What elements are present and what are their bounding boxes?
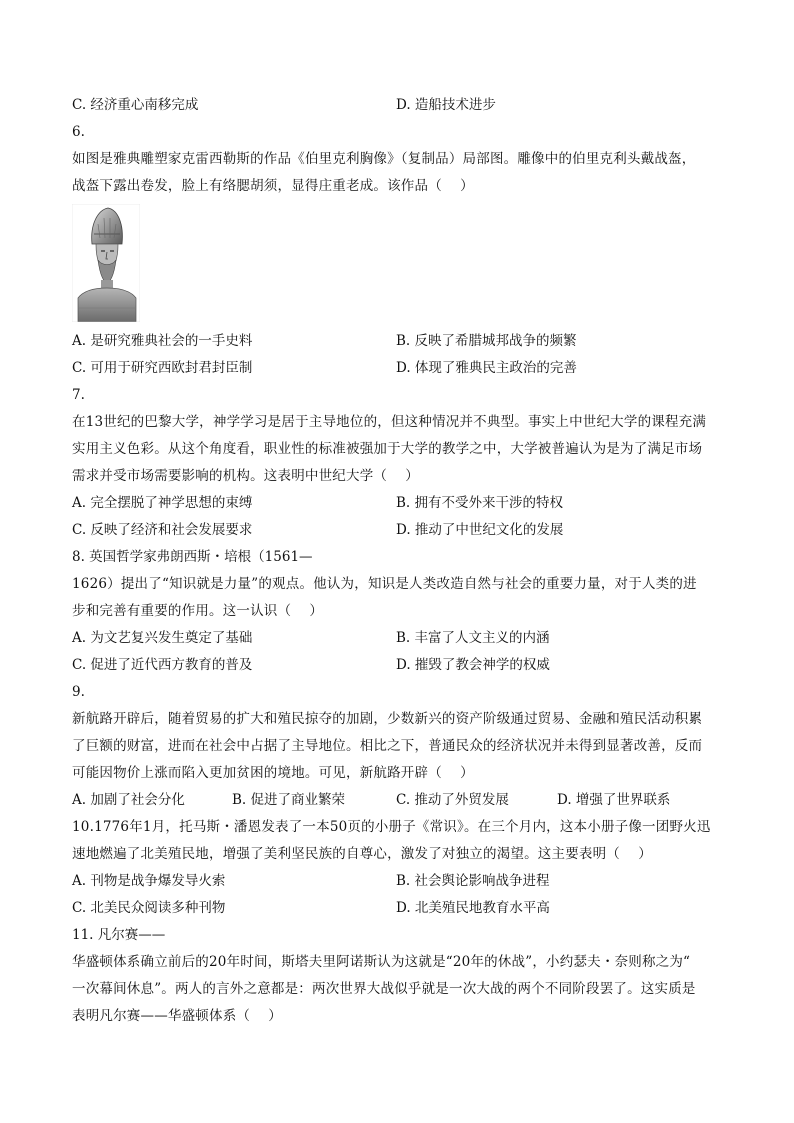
q6-stem-line-2: 战盔下露出卷发，脸上有络腮胡须，显得庄重老成。该作品（ ）: [72, 178, 474, 194]
q9-option-c[interactable]: C. 推动了外贸发展: [396, 792, 509, 808]
q10-stem-line-1: 10.1776年1月，托马斯・潘恩发表了一本50页的小册子《常识》。在三个月内，这本小册子像一团野火迅: [72, 819, 711, 835]
q6-option-c[interactable]: C. 可用于研究西欧封君封臣制: [72, 360, 253, 376]
q8-option-b[interactable]: B. 丰富了人文主义的内涵: [396, 630, 550, 646]
q8-option-a[interactable]: A. 为文艺复兴发生奠定了基础: [72, 630, 253, 646]
q9-option-d[interactable]: D. 增强了世界联系: [557, 792, 671, 808]
q8-option-d[interactable]: D. 摧毁了教会神学的权威: [396, 657, 550, 673]
q7-option-d[interactable]: D. 推动了中世纪文化的发展: [396, 522, 564, 538]
q6-options-row-2: [72, 355, 720, 382]
q8-stem-line-1: 8. 英国哲学家弗朗西斯・培根（1561—: [72, 549, 313, 565]
q7-stem-line-1: 在13世纪的巴黎大学，神学学习是居于主导地位的，但这种情况并不典型。事实上中世纪大学的课程充满: [72, 414, 707, 430]
q10-option-a[interactable]: A. 刊物是战争爆发导火索: [72, 873, 226, 889]
q6-option-b[interactable]: B. 反映了希腊城邦战争的频繁: [396, 333, 577, 349]
q9-stem-line-3: 可能因物价上涨而陷入更加贫困的境地。可见，新航路开辟（ ）: [72, 765, 474, 781]
q9-stem-line-1: 新航路开辟后，随着贸易的扩大和殖民掠夺的加剧，少数新兴的资产阶级通过贸易、金融和殖民活动积累: [72, 711, 703, 727]
pericles-bust-image: [72, 204, 720, 322]
q5-option-d[interactable]: D. 造船技术进步: [396, 97, 496, 113]
q7-stem-line-2: 实用主义色彩。从这个角度看，职业性的标准被强加于大学的教学之中，大学被普遍认为是为了满足市场: [72, 441, 703, 457]
q5-option-c[interactable]: C. 经济重心南移完成: [72, 97, 199, 113]
q7-option-b[interactable]: B. 拥有不受外来干涉的特权: [396, 495, 564, 511]
exam-page: [72, 92, 720, 1030]
q9-options: [72, 787, 720, 814]
q10-stem-line-2: 速地燃遍了北美殖民地，增强了美利坚民族的自尊心，激发了对独立的渴望。这主要表明（ ）: [72, 846, 652, 862]
q9-number: 9.: [72, 684, 85, 700]
pericles-bust-illustration: [72, 204, 140, 322]
q6-option-d[interactable]: D. 体现了雅典民主政治的完善: [396, 360, 577, 376]
q10-option-d[interactable]: D. 北美殖民地教育水平高: [396, 900, 550, 916]
q8-option-c[interactable]: C. 促进了近代西方教育的普及: [72, 657, 253, 673]
q9-option-a[interactable]: A. 加剧了社会分化: [72, 792, 185, 808]
q6-options-row-1: [72, 328, 720, 355]
q8-options-row-2: [72, 652, 720, 679]
q9-option-b[interactable]: B. 促进了商业繁荣: [232, 792, 346, 808]
q5-options: [72, 92, 720, 119]
q7-number: 7.: [72, 387, 85, 403]
q7-stem-line-3: 需求并受市场需要影响的机构。这表明中世纪大学（ ）: [72, 468, 419, 484]
q10-option-c[interactable]: C. 北美民众阅读多种刊物: [72, 900, 226, 916]
q11-stem-line-4: 表明凡尔赛——华盛顿体系（ ）: [72, 1008, 282, 1024]
q6-stem-line-1: 如图是雅典雕塑家克雷西勒斯的作品《伯里克利胸像》（复制品）局部图。雕像中的伯里克利头戴战盔，: [72, 151, 696, 167]
q8-stem-line-2: 1626）提出了“知识就是力量”的观点。他认为，知识是人类改造自然与社会的重要力量，对于人类的进: [72, 576, 697, 592]
q11-stem-line-3: 一次幕间休息”。两人的言外之意都是：两次世界大战似乎就是一次大战的两个不同阶段罢了。这实质是: [72, 981, 696, 997]
q6-option-a[interactable]: A. 是研究雅典社会的一手史料: [72, 333, 253, 349]
q8-stem-line-3: 步和完善有重要的作用。这一认识（ ）: [72, 603, 324, 619]
q7-option-a[interactable]: A. 完全摆脱了神学思想的束缚: [72, 495, 253, 511]
q7-options-row-2: [72, 517, 720, 544]
q11-stem-line-1: 11. 凡尔赛——: [72, 927, 166, 943]
q9-stem-line-2: 了巨额的财富，进而在社会中占据了主导地位。相比之下，普通民众的经济状况并未得到显著改善，反而: [72, 738, 703, 754]
q11-stem-line-2: 华盛顿体系确立前后的20年时间，斯塔夫里阿诺斯认为这就是“20年的休战”，小约瑟夫・奈则称之为“: [72, 954, 691, 970]
q10-options-row-1: [72, 868, 720, 895]
q10-option-b[interactable]: B. 社会舆论影响战争进程: [396, 873, 550, 889]
q10-options-row-2: [72, 895, 720, 922]
q7-option-c[interactable]: C. 反映了经济和社会发展要求: [72, 522, 253, 538]
q8-options-row-1: [72, 625, 720, 652]
q7-options-row-1: [72, 490, 720, 517]
q6-number: 6.: [72, 124, 85, 140]
